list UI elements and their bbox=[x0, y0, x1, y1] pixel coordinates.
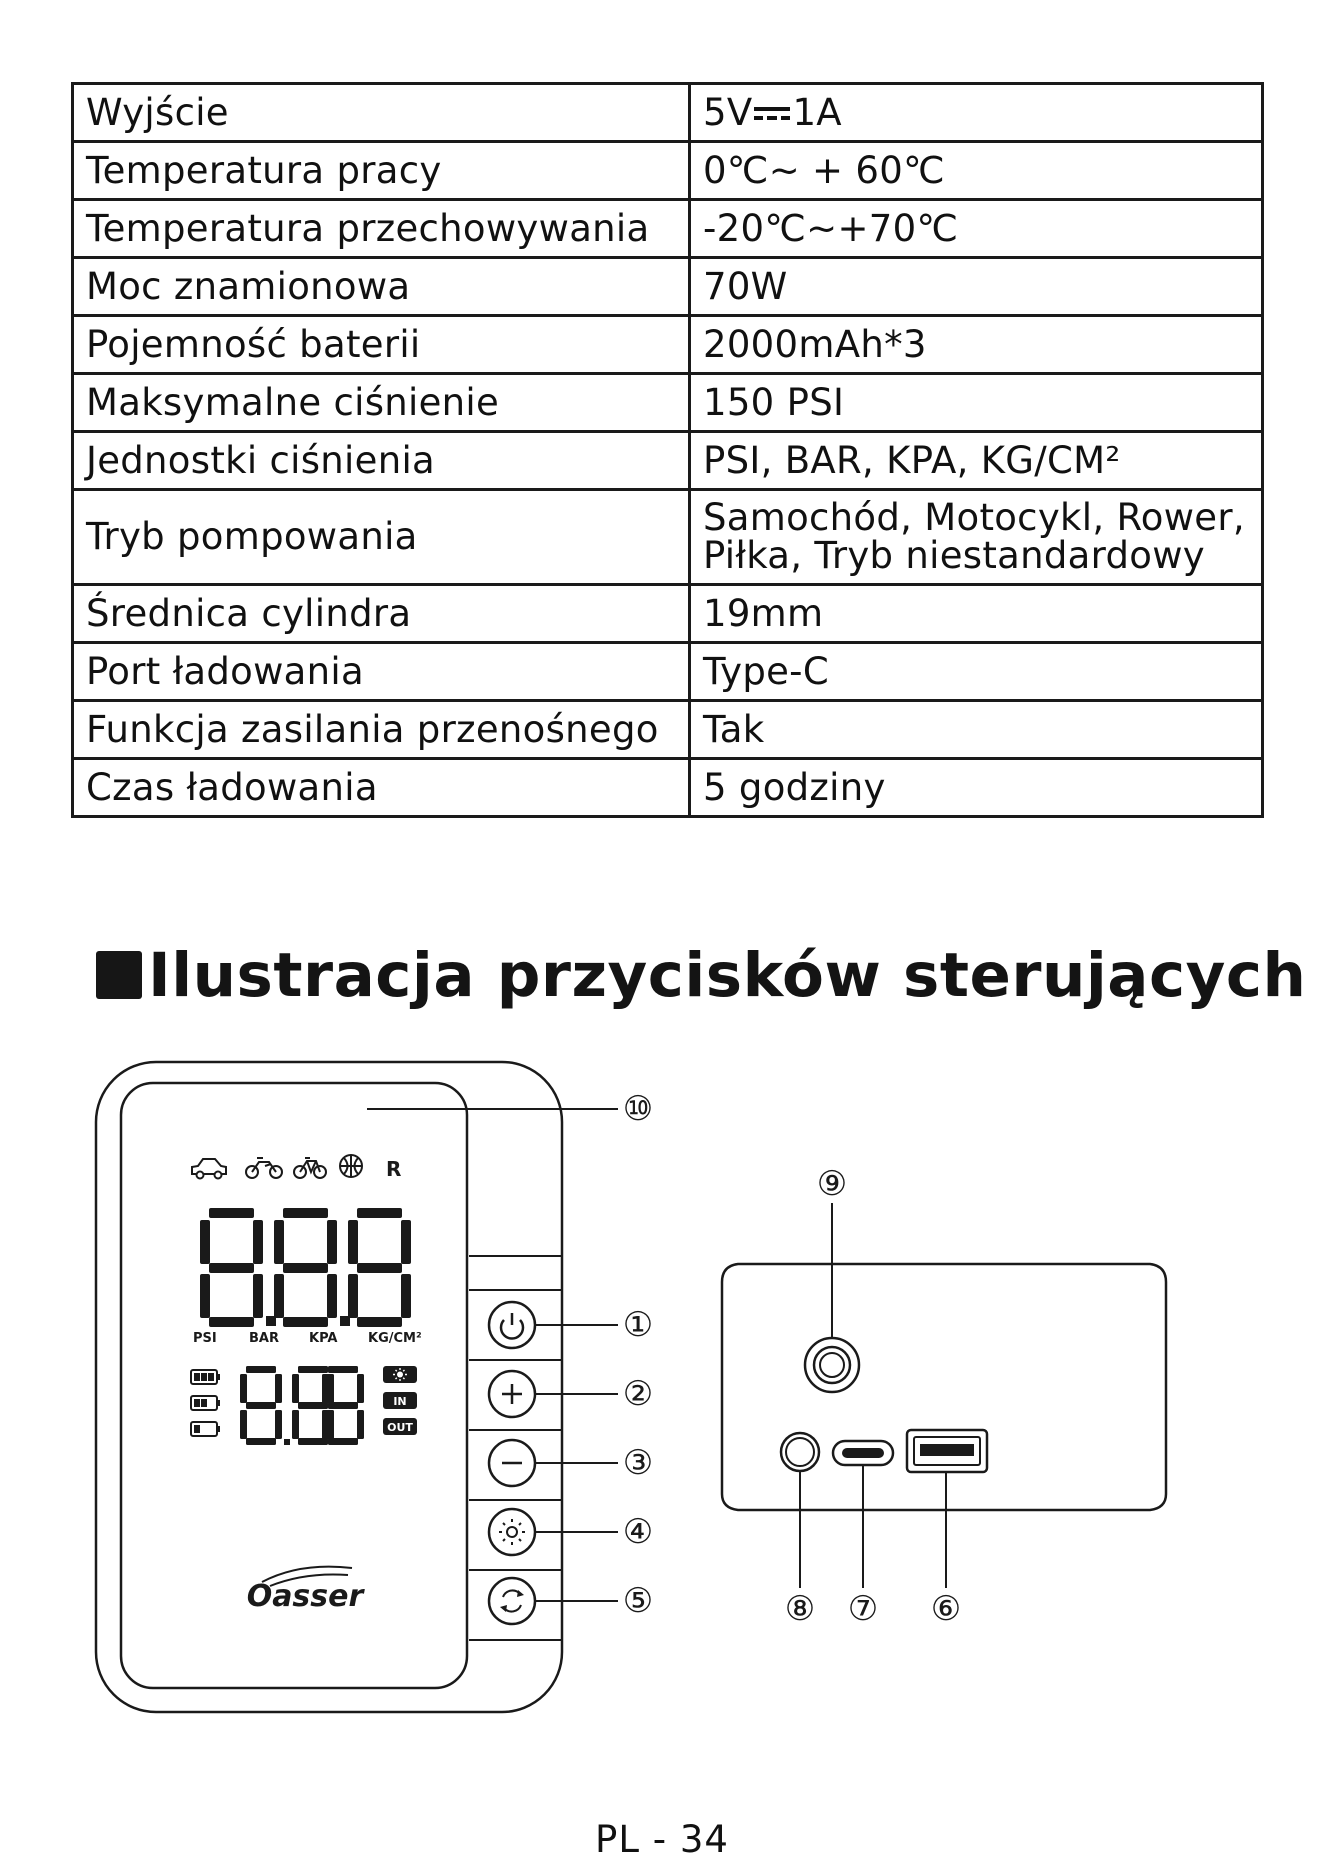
bicycle-mode-icon bbox=[294, 1158, 326, 1178]
brand-logo bbox=[247, 1567, 366, 1614]
callout-8: ⑧ bbox=[784, 1589, 816, 1629]
spec-label: Port ładowania bbox=[73, 643, 690, 701]
battery-full-icon bbox=[191, 1370, 220, 1384]
brand-name: Oasser bbox=[246, 1579, 364, 1614]
plus-button[interactable] bbox=[489, 1371, 535, 1417]
battery-low-icon bbox=[191, 1422, 220, 1436]
spec-value: PSI, BAR, KPA, KG/CM² bbox=[690, 432, 1263, 490]
ball-mode-icon bbox=[340, 1155, 362, 1177]
power-button[interactable] bbox=[489, 1302, 535, 1348]
usb-c-port[interactable] bbox=[833, 1441, 893, 1465]
minus-button[interactable] bbox=[489, 1440, 535, 1486]
callout-2: ② bbox=[622, 1374, 654, 1414]
spec-value-line: Samochód, Motocykl, Rower, bbox=[703, 496, 1245, 539]
callout-1: ① bbox=[622, 1305, 654, 1345]
spec-label: Jednostki ciśnienia bbox=[73, 432, 690, 490]
spec-label: Moc znamionowa bbox=[73, 258, 690, 316]
spec-value: 0℃~ + 60℃ bbox=[690, 142, 1263, 200]
spec-label: Temperatura pracy bbox=[73, 142, 690, 200]
spec-value: -20℃~+70℃ bbox=[690, 200, 1263, 258]
callout-6: ⑥ bbox=[930, 1589, 962, 1629]
light-button[interactable] bbox=[489, 1509, 535, 1555]
unit-label-bar: BAR bbox=[249, 1331, 279, 1346]
current-value: 1A bbox=[792, 90, 842, 134]
spec-label: Maksymalne ciśnienie bbox=[73, 374, 690, 432]
callout-10: ⑩ bbox=[622, 1089, 654, 1129]
spec-label: Średnica cylindra bbox=[73, 585, 690, 643]
spec-label: Temperatura przechowywania bbox=[73, 200, 690, 258]
light-indicator-icon bbox=[383, 1366, 417, 1383]
spec-label: Czas ładowania bbox=[73, 759, 690, 817]
spec-label: Tryb pompowania bbox=[73, 490, 690, 585]
spec-value-line: Piłka, Tryb niestandardowy bbox=[703, 534, 1205, 577]
spec-value: 150 PSI bbox=[690, 374, 1263, 432]
spec-value: 19mm bbox=[690, 585, 1263, 643]
car-mode-icon bbox=[192, 1159, 226, 1179]
out-label: OUT bbox=[387, 1421, 413, 1434]
page-number: PL - 34 bbox=[595, 1818, 729, 1861]
unit-label-kgcm: KG/CM² bbox=[368, 1331, 422, 1346]
callout-7: ⑦ bbox=[847, 1589, 879, 1629]
unit-label-kpa: KPA bbox=[309, 1331, 338, 1346]
voltage-value: 5V bbox=[703, 90, 753, 134]
main-digits-readout bbox=[200, 1208, 411, 1327]
spec-label: Wyjście bbox=[73, 84, 690, 142]
unit-label-psi: PSI bbox=[193, 1331, 217, 1346]
small-digits-readout bbox=[240, 1366, 364, 1445]
spec-label: Funkcja zasilania przenośnego bbox=[73, 701, 690, 759]
callout-3: ③ bbox=[622, 1443, 654, 1483]
spec-label: Pojemność baterii bbox=[73, 316, 690, 374]
heading-title: Ilustracja przycisków sterujących bbox=[148, 939, 1307, 1011]
custom-mode-label: R bbox=[386, 1157, 402, 1181]
motorcycle-mode-icon bbox=[246, 1158, 282, 1178]
spec-value: Type-C bbox=[690, 643, 1263, 701]
callout-9: ⑨ bbox=[816, 1164, 848, 1204]
spec-value: Tak bbox=[690, 701, 1263, 759]
spec-value: 70W bbox=[690, 258, 1263, 316]
air-outlet-port[interactable] bbox=[805, 1338, 859, 1392]
callout-5: ⑤ bbox=[622, 1581, 654, 1621]
device-side-ports bbox=[722, 1164, 1166, 1629]
in-label: IN bbox=[393, 1395, 407, 1408]
callout-4: ④ bbox=[622, 1512, 654, 1552]
spec-value: 5 godziny bbox=[690, 759, 1263, 817]
dc-input-port[interactable] bbox=[781, 1433, 819, 1471]
usb-a-port[interactable] bbox=[907, 1430, 987, 1472]
battery-medium-icon bbox=[191, 1396, 220, 1410]
mode-button[interactable] bbox=[489, 1578, 535, 1624]
spec-value: 2000mAh*3 bbox=[690, 316, 1263, 374]
device-front bbox=[96, 1062, 653, 1712]
